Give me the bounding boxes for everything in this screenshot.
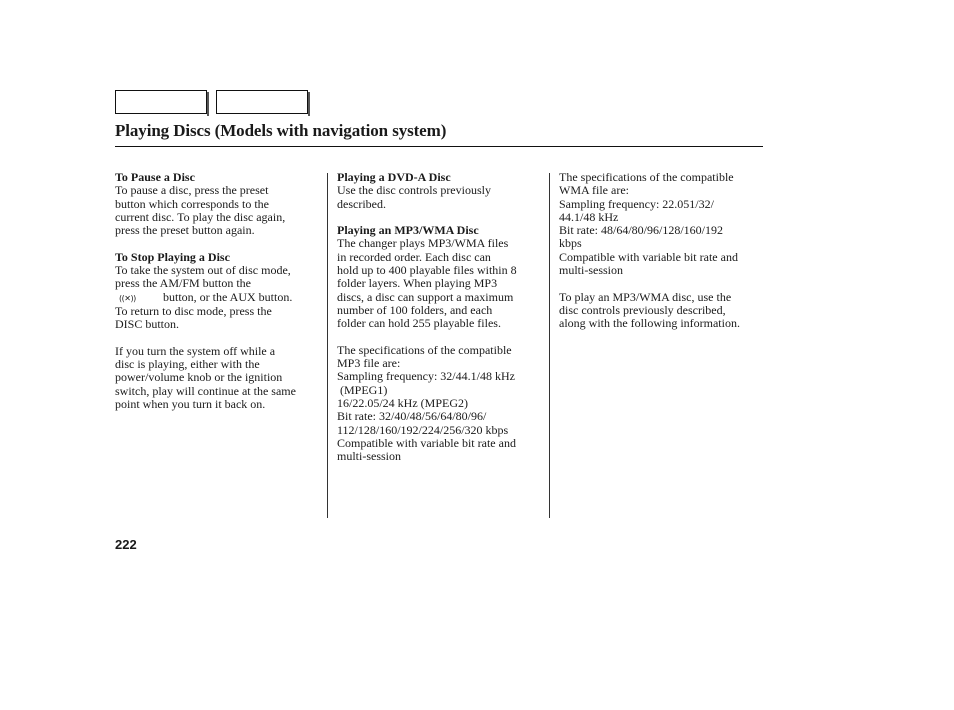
- text-line: described.: [337, 196, 386, 211]
- text-line: discs, a disc can support a maximum: [337, 289, 514, 304]
- text-line: power/volume knob or the ignition: [115, 370, 283, 385]
- text-line: The specifications of the compatible: [337, 342, 512, 357]
- text-line: MP3 file are:: [337, 356, 401, 371]
- text-line: folder layers. When playing MP3: [337, 276, 498, 291]
- text-line: WMA file are:: [559, 183, 629, 198]
- text-line: button which corresponds to the: [115, 196, 269, 211]
- text-line: number of 100 folders, and each: [337, 302, 493, 317]
- text-line: 112/128/160/192/224/256/320 kbps: [337, 422, 509, 437]
- text-line: 16/22.05/24 kHz (MPEG2): [337, 396, 468, 411]
- text-line: The changer plays MP3/WMA files: [337, 236, 509, 251]
- text-line: If you turn the system off while a: [115, 343, 276, 358]
- heading-pause-disc: To Pause a Disc: [115, 170, 195, 184]
- text-line: Compatible with variable bit rate and: [337, 435, 516, 450]
- text-line: multi-session: [337, 449, 402, 464]
- text-line: press the preset button again.: [115, 223, 255, 238]
- seek-skip-icon: ((✕)): [119, 293, 136, 303]
- text-line: To return to disc mode, press the: [115, 303, 272, 318]
- text-line: point when you turn it back on.: [115, 397, 266, 412]
- text-line: Bit rate: 32/40/48/56/64/80/96/: [337, 409, 487, 424]
- text-line: (MPEG1): [340, 382, 388, 397]
- column-3: [559, 171, 765, 331]
- text-line: Sampling frequency: 32/44.1/48 kHz: [337, 369, 515, 384]
- column-divider: [327, 173, 328, 518]
- text-line: hold up to 400 playable files within 8: [337, 263, 517, 278]
- text-line: To play an MP3/WMA disc, use the: [559, 289, 732, 304]
- page-title: Playing Discs (Models with navigation system): [115, 121, 447, 140]
- text-line: To pause a disc, press the preset: [115, 183, 269, 198]
- heading-stop-disc: To Stop Playing a Disc: [115, 249, 230, 264]
- column-1: [115, 171, 323, 411]
- text-line: along with the following information.: [559, 316, 740, 331]
- text-line: 44.1/48 kHz: [559, 209, 619, 224]
- page-number: 222: [115, 537, 137, 552]
- nav-tab-index[interactable]: [216, 90, 308, 114]
- text-line: disc controls previously described,: [559, 302, 726, 317]
- text-line: press the AM/FM button the: [115, 276, 252, 291]
- text-line: DISC button.: [115, 317, 180, 332]
- text-line: Sampling frequency: 22.051/32/: [559, 196, 714, 211]
- heading-mp3-wma: Playing an MP3/WMA Disc: [337, 223, 479, 238]
- column-divider: [549, 173, 550, 518]
- heading-dvd-a: Playing a DVD-A Disc: [337, 170, 451, 184]
- text-line: The specifications of the compatible: [559, 170, 734, 184]
- column-2: [337, 171, 545, 464]
- text-line-with-icon: ((✕)) button, or the AUX button.: [115, 291, 323, 305]
- nav-tab-main-menu[interactable]: [115, 90, 207, 114]
- text-line: Bit rate: 48/64/80/96/128/160/192: [559, 223, 723, 238]
- text-line: kbps: [559, 236, 582, 251]
- text-line: Use the disc controls previously: [337, 183, 491, 198]
- text-line: multi-session: [559, 263, 624, 278]
- text-line: switch, play will continue at the same: [115, 383, 296, 398]
- text-line: in recorded order. Each disc can: [337, 249, 491, 264]
- title-rule: [115, 146, 763, 147]
- text-line: Compatible with variable bit rate and: [559, 249, 738, 264]
- text-line: disc is playing, either with the: [115, 357, 260, 372]
- text-line: To take the system out of disc mode,: [115, 263, 291, 278]
- text-line: folder can hold 255 playable files.: [337, 316, 501, 331]
- text-line: current disc. To play the disc again,: [115, 209, 286, 224]
